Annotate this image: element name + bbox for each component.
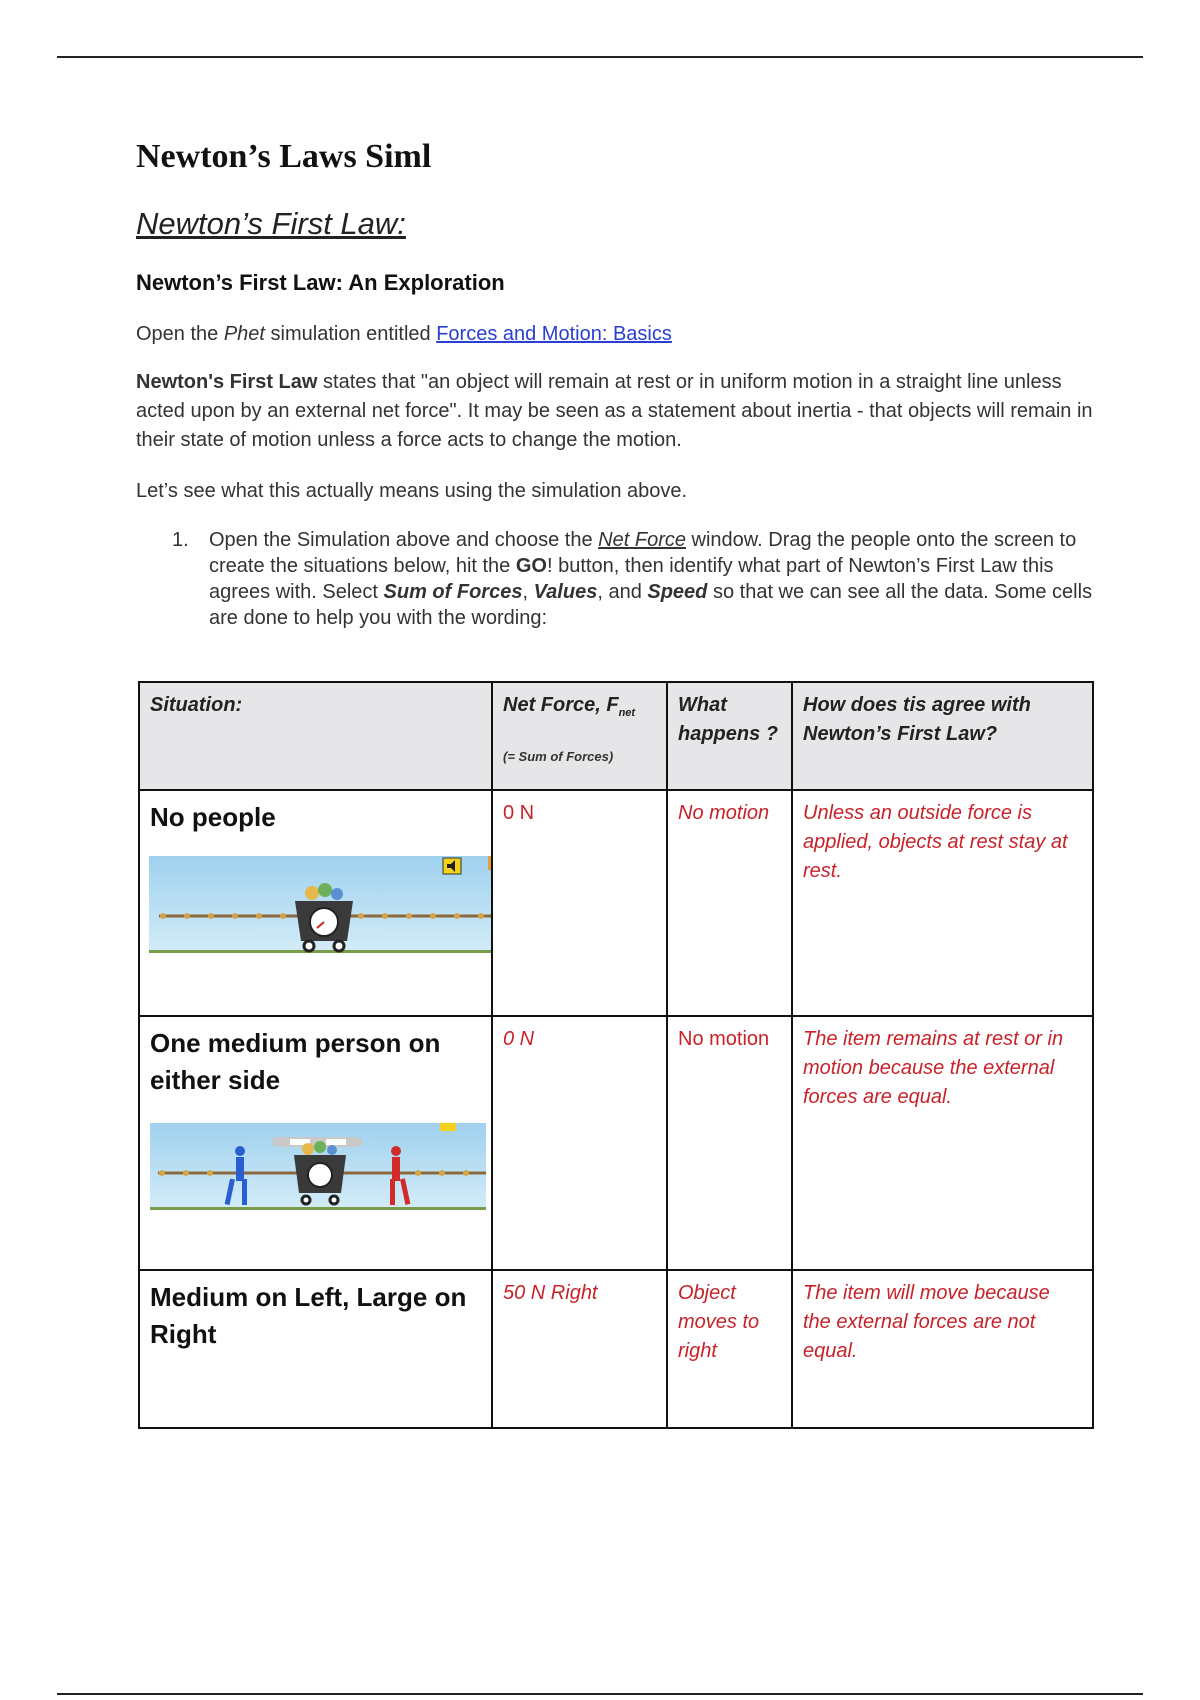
net-force-cell — [492, 790, 667, 1016]
speaker-icon — [443, 858, 461, 874]
net-force-cell — [492, 1270, 667, 1428]
net-force-cell — [492, 1016, 667, 1270]
definition-paragraph — [136, 368, 1096, 455]
simulation-link[interactable]: Forces and Motion: Basics — [436, 323, 672, 345]
table-row — [139, 790, 1093, 1016]
header-situation: Situation: — [139, 682, 492, 790]
sum-of-forces-term: Sum of Forces — [383, 581, 523, 603]
intro-text: Open the — [136, 323, 224, 345]
intro-text-2: simulation entitled — [265, 323, 437, 345]
values-term: Values — [533, 581, 598, 603]
agreement-value: The item remains at rest or in motion because the external forces are equal. — [803, 1028, 1064, 1108]
intro-paragraph — [136, 320, 672, 349]
step-text: , — [522, 581, 534, 603]
lead-in-paragraph: Let’s see what this actually means using the simulation above. — [136, 480, 688, 502]
situation-label: Medium on Left, Large on Right — [150, 1282, 467, 1349]
what-happens-value: No motion — [678, 1028, 770, 1050]
step-text: Open the Simulation above and choose the — [209, 529, 599, 551]
net-force-term: Net Force — [598, 529, 686, 551]
step-text: ! button, then identify what part of Newton’s First Law this agrees with. Select — [209, 555, 1054, 603]
agreement-cell — [792, 1270, 1093, 1428]
bottom-rule — [57, 1693, 1143, 1695]
agreement-value: Unless an outside force is applied, objects at rest stay at rest. — [803, 802, 1068, 882]
net-force-note: (= Sum of Forces) — [503, 749, 614, 764]
what-happens-cell — [667, 790, 792, 1016]
step-text: , and — [597, 581, 648, 603]
list-number: 1. — [172, 529, 189, 551]
go-term: GO — [515, 555, 547, 577]
speed-term: Speed — [647, 581, 708, 603]
net-force-value: 0 N — [503, 802, 535, 824]
situation-cell — [139, 790, 492, 1016]
table-row — [139, 1270, 1093, 1428]
header-what-happens: What happens ? — [667, 682, 792, 790]
page-title: Newton’s Laws Siml — [136, 138, 432, 175]
net-force-label: Net Force, F — [503, 694, 619, 716]
agreement-cell — [792, 790, 1093, 1016]
header-agreement: How does tis agree with Newton’s First Law? — [792, 682, 1093, 790]
top-rule — [57, 56, 1143, 58]
situation-cell — [139, 1270, 492, 1428]
simulation-screenshot-1 — [149, 856, 491, 954]
definition-lead: Newton's First Law — [136, 371, 318, 393]
situation-label: One medium person on either side — [150, 1028, 441, 1095]
list-item — [136, 527, 1096, 631]
net-force-value: 0 N — [503, 1028, 535, 1050]
step-text: so that we can see all the data. Some cells are done to help you with the wording: — [209, 581, 1093, 629]
subheading: Newton’s First Law: An Exploration — [136, 270, 505, 295]
phet-word: Phet — [223, 323, 265, 345]
net-force-value: 50 N Right — [503, 1282, 598, 1304]
situation-label: No people — [150, 802, 276, 832]
section-heading: Newton’s First Law: — [136, 206, 406, 241]
what-happens-cell — [667, 1016, 792, 1270]
header-net-force — [492, 682, 667, 790]
simulation-screenshot-2 — [150, 1123, 486, 1211]
agreement-value: The item will move because the external forces are not equal. — [803, 1282, 1050, 1362]
step-text: window. Drag the people onto the screen to create the situations below, hit the — [209, 529, 1077, 577]
net-subscript: net — [618, 707, 636, 719]
what-happens-value: No motion — [678, 802, 770, 824]
situation-cell — [139, 1016, 492, 1270]
agreement-cell — [792, 1016, 1093, 1270]
what-happens-cell — [667, 1270, 792, 1428]
table-header-row — [139, 682, 1093, 790]
definition-text: states that "an object will remain at rest or in uniform motion in a straight line unless acted upon by an external net force". It may be seen as a statement about inertia - that objects will remain in their state of motion unless a force acts to change the motion. — [136, 371, 1093, 451]
instruction-list — [136, 527, 1096, 631]
situations-table — [138, 681, 1094, 1429]
table-row — [139, 1016, 1093, 1270]
what-happens-value: Object moves to right — [678, 1282, 760, 1362]
